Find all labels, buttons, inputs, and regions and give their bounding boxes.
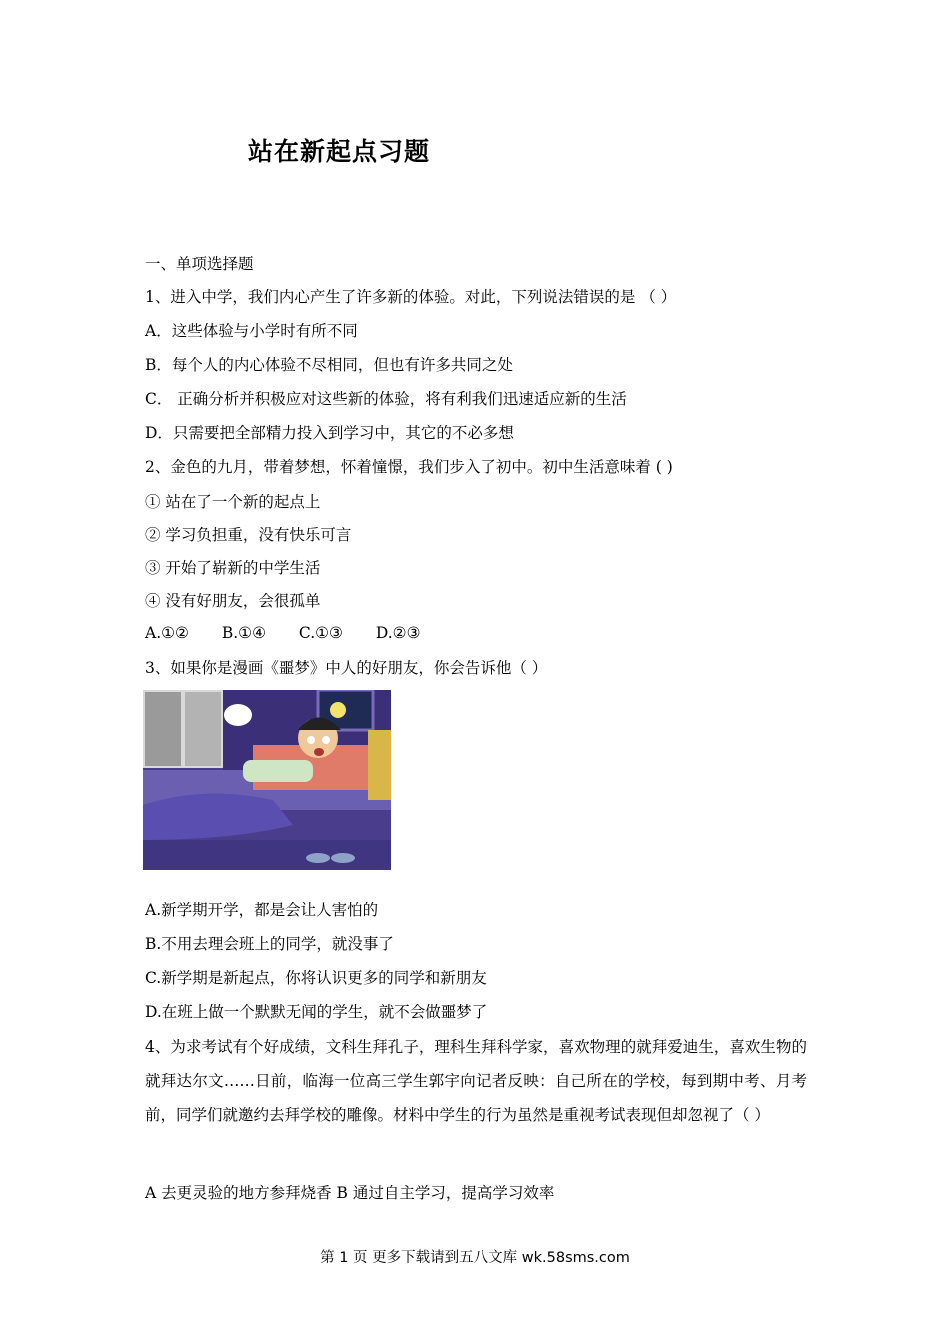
question-1-option-a: A．这些体验与小学时有所不同 <box>145 322 358 340</box>
section-heading: 一、单项选择题 <box>145 255 254 273</box>
page-title: 站在新起点习题 <box>248 137 431 166</box>
question-4-stem: 4、为求考试有个好成绩，文科生拜孔子，理科生拜科学家，喜欢物理的就拜爱迪生，喜欢生物的就拜达尔文……日前，临海一位高三学生郭宇向记者反映：自己所在的学校，每到期中考、月考前，同学们就邀约去拜学校的雕像。材料中学生的行为虽然是重视考试表现但却忽视了（ ） <box>145 1038 807 1124</box>
question-4-options: A 去更灵验的地方参拜烧香 B 通过自主学习，提高学习效率 <box>145 1184 555 1202</box>
question-1-option-d: D．只需要把全部精力投入到学习中，其它的不必多想 <box>145 424 514 442</box>
question-2-item-4: ④ 没有好朋友，会很孤单 <box>145 592 321 610</box>
question-2-item-2: ② 学习负担重，没有快乐可言 <box>145 526 352 544</box>
question-2-option-b: B.①④ <box>221 624 266 642</box>
question-1-option-b: B．每个人的内心体验不尽相同，但也有许多共同之处 <box>145 356 513 374</box>
page-footer: 第 1 页 更多下载请到五八文库 wk.58sms.com <box>320 1250 630 1266</box>
cartoon-illustration <box>143 690 391 870</box>
question-3-option-d: D.在班上做一个默默无闻的学生，就不会做噩梦了 <box>145 1003 488 1021</box>
question-2-options <box>145 624 448 642</box>
question-2-option-c: C.①③ <box>298 624 343 642</box>
question-3-option-c: C.新学期是新起点，你将认识更多的同学和新朋友 <box>145 969 487 987</box>
question-1-option-c: C． 正确分析并积极应对这些新的体验，将有利我们迅速适应新的生活 <box>145 390 627 408</box>
question-3-option-b: B.不用去理会班上的同学，就没事了 <box>145 935 394 953</box>
question-3-option-a: A.新学期开学，都是会让人害怕的 <box>145 901 379 919</box>
question-3-stem: 3、如果你是漫画《噩梦》中人的好朋友，你会告诉他（ ） <box>145 659 548 677</box>
nightmare-cartoon-image <box>143 690 391 870</box>
question-2-option-a: A.①② <box>145 624 189 642</box>
question-1-stem: 1、进入中学，我们内心产生了许多新的体验。对此，下列说法错误的是 （ ） <box>145 288 677 306</box>
question-2-item-1: ① 站在了一个新的起点上 <box>145 493 321 511</box>
question-2-option-d: D.②③ <box>375 624 421 642</box>
question-2-item-3: ③ 开始了崭新的中学生活 <box>145 559 321 577</box>
question-2-stem: 2、金色的九月，带着梦想，怀着憧憬，我们步入了初中。初中生活意味着 ( ) <box>145 458 673 476</box>
